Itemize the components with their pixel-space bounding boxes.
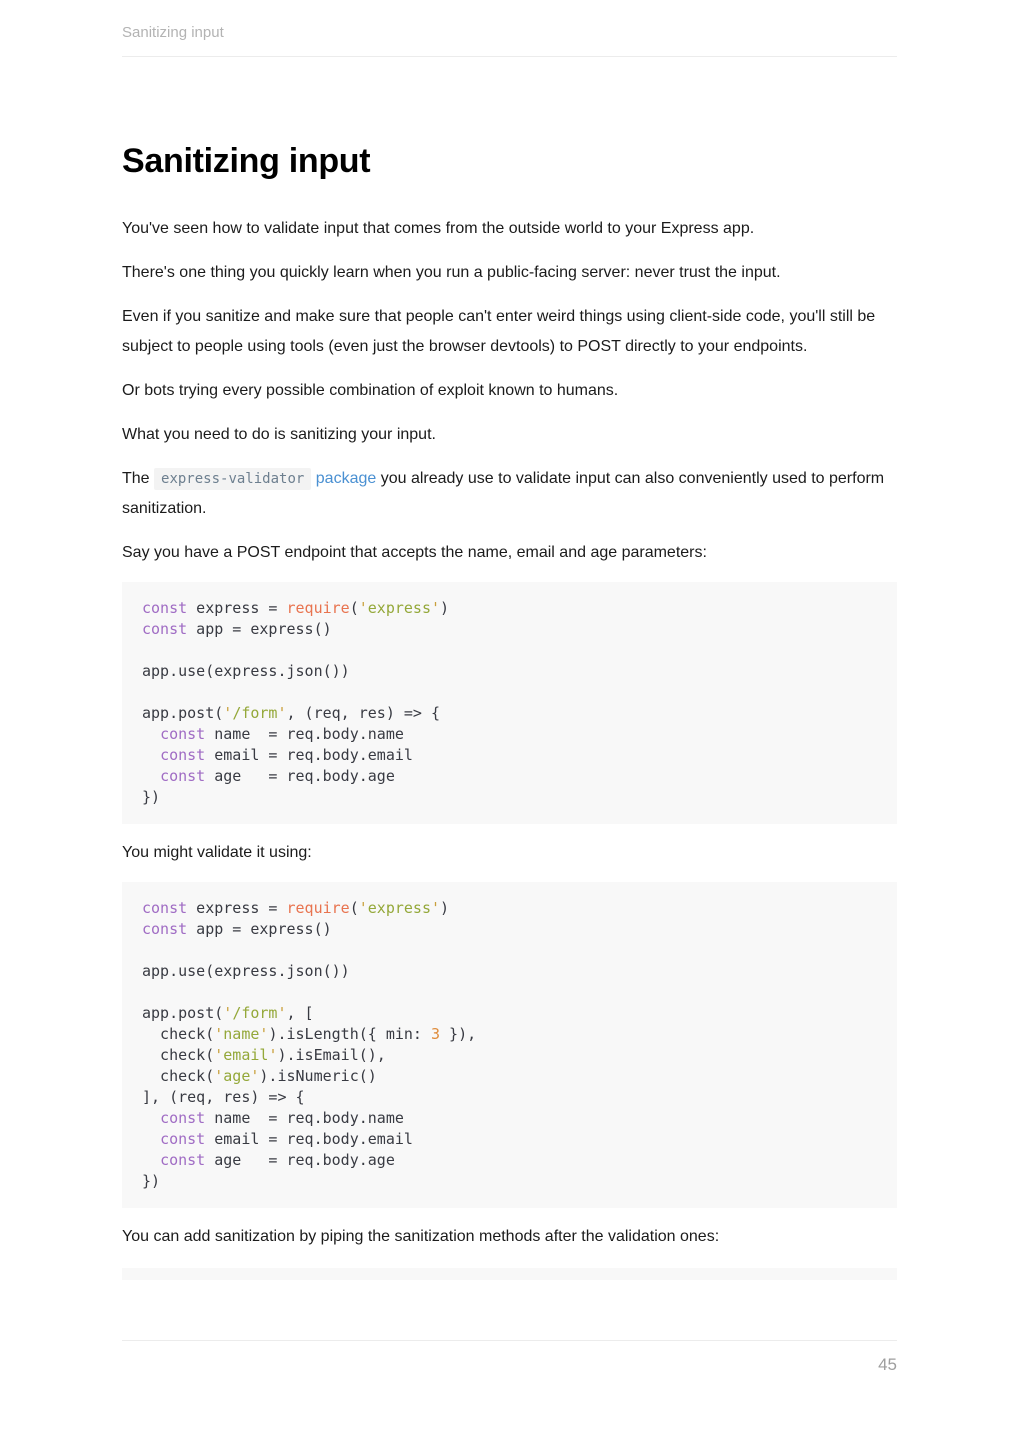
code-token: const: [160, 1130, 206, 1148]
code-token: require: [286, 599, 350, 617]
code-token: app = express(): [187, 920, 332, 938]
code-token: , [: [286, 1004, 314, 1022]
page-content: [122, 141, 897, 1280]
code-token: age = req.body.age: [205, 1151, 395, 1169]
code-token: express =: [187, 899, 287, 917]
code-token: [142, 746, 160, 764]
code-token: ': [250, 1067, 260, 1085]
paragraph: There's one thing you quickly learn when you run a public-facing server: never trust the input.: [122, 264, 781, 281]
code-token: /form: [232, 1004, 278, 1022]
code-token: [142, 725, 160, 743]
page-footer: [122, 1340, 897, 1375]
code-token: app = express(): [187, 620, 332, 638]
page-number: 45: [878, 1355, 897, 1374]
code-token: ': [259, 1025, 269, 1043]
code-token: ): [440, 899, 450, 917]
paragraph: You can add sanitization by piping the sanitization methods after the validation ones:: [122, 1228, 720, 1245]
code-token: const: [160, 1109, 206, 1127]
code-token: ': [431, 899, 441, 917]
code-token: }): [142, 1172, 161, 1190]
package-link[interactable]: package: [315, 470, 377, 487]
code-token: email = req.body.email: [205, 746, 413, 764]
code-token: name = req.body.name: [205, 725, 404, 743]
code-token: [142, 767, 160, 785]
article-flow: [122, 214, 897, 1280]
code-token: ], (req, res) => {: [142, 1088, 305, 1106]
code-token: app.post(: [142, 704, 224, 722]
code-token: ': [277, 704, 287, 722]
code-token: }): [142, 788, 161, 806]
code-token: ).isEmail(),: [277, 1046, 386, 1064]
code-token: const: [160, 725, 206, 743]
code-token: const: [142, 599, 188, 617]
code-token: ): [440, 599, 450, 617]
paragraph: Even if you sanitize and make sure that people can't enter weird things using client-side code, you'll still be subject to people using tools (even just the browser devtools) to POST directly to your endpoints.: [122, 308, 876, 355]
code-token: check(: [142, 1067, 215, 1085]
code-token: ': [223, 704, 233, 722]
code-token: email = req.body.email: [205, 1130, 413, 1148]
code-token: ': [214, 1046, 224, 1064]
code-token: ': [431, 599, 441, 617]
code-token: const: [160, 1151, 206, 1169]
paragraph: Say you have a POST endpoint that accepts the name, email and age parameters:: [122, 544, 707, 561]
code-token: age: [223, 1067, 251, 1085]
code-token: const: [142, 920, 188, 938]
inline-code: express-validator: [154, 468, 311, 490]
running-header-title: Sanitizing input: [122, 24, 897, 57]
code-token: ': [277, 1004, 287, 1022]
code-token: app.use(express.json()): [142, 662, 350, 680]
code-token: ': [214, 1067, 224, 1085]
paragraph: You've seen how to validate input that comes from the outside world to your Express app.: [122, 220, 755, 237]
code-token: ).isLength({ min:: [268, 1025, 431, 1043]
footer-divider: [122, 1340, 897, 1341]
code-token: ': [358, 899, 368, 917]
paragraph: You might validate it using:: [122, 844, 312, 861]
code-token: express =: [187, 599, 287, 617]
code-token: email: [223, 1046, 269, 1064]
code-token: ': [214, 1025, 224, 1043]
page-title: Sanitizing input: [122, 142, 371, 180]
code-token: express: [367, 599, 431, 617]
code-token: (: [349, 899, 359, 917]
code-token: ': [268, 1046, 278, 1064]
code-token: const: [142, 620, 188, 638]
page-header: [122, 0, 897, 57]
code-block: [122, 582, 897, 824]
code-token: ': [223, 1004, 233, 1022]
code-token: check(: [142, 1046, 215, 1064]
paragraph: The express-validator package you already use to validate input can also conveniently used to perform sanitization.: [122, 470, 885, 517]
code-token: check(: [142, 1025, 215, 1043]
code-token: const: [142, 899, 188, 917]
code-token: ': [358, 599, 368, 617]
code-token: const: [160, 767, 206, 785]
code-token: name: [223, 1025, 260, 1043]
code-token: app.post(: [142, 1004, 224, 1022]
code-token: const: [160, 746, 206, 764]
code-token: [142, 1130, 160, 1148]
code-token: /form: [232, 704, 278, 722]
code-token: name = req.body.name: [205, 1109, 404, 1127]
code-token: express: [367, 899, 431, 917]
code-token: (: [349, 599, 359, 617]
partial-code-block: [122, 1268, 897, 1280]
code-block: [122, 882, 897, 1208]
code-token: [142, 1151, 160, 1169]
code-token: age = req.body.age: [205, 767, 395, 785]
code-token: }),: [440, 1025, 477, 1043]
code-token: , (req, res) => {: [286, 704, 441, 722]
code-token: require: [286, 899, 350, 917]
paragraph: Or bots trying every possible combination of exploit known to humans.: [122, 382, 619, 399]
code-token: ).isNumeric(): [259, 1067, 377, 1085]
code-token: app.use(express.json()): [142, 962, 350, 980]
code-token: 3: [431, 1025, 441, 1043]
paragraph: What you need to do is sanitizing your input.: [122, 426, 436, 443]
code-token: [142, 1109, 160, 1127]
